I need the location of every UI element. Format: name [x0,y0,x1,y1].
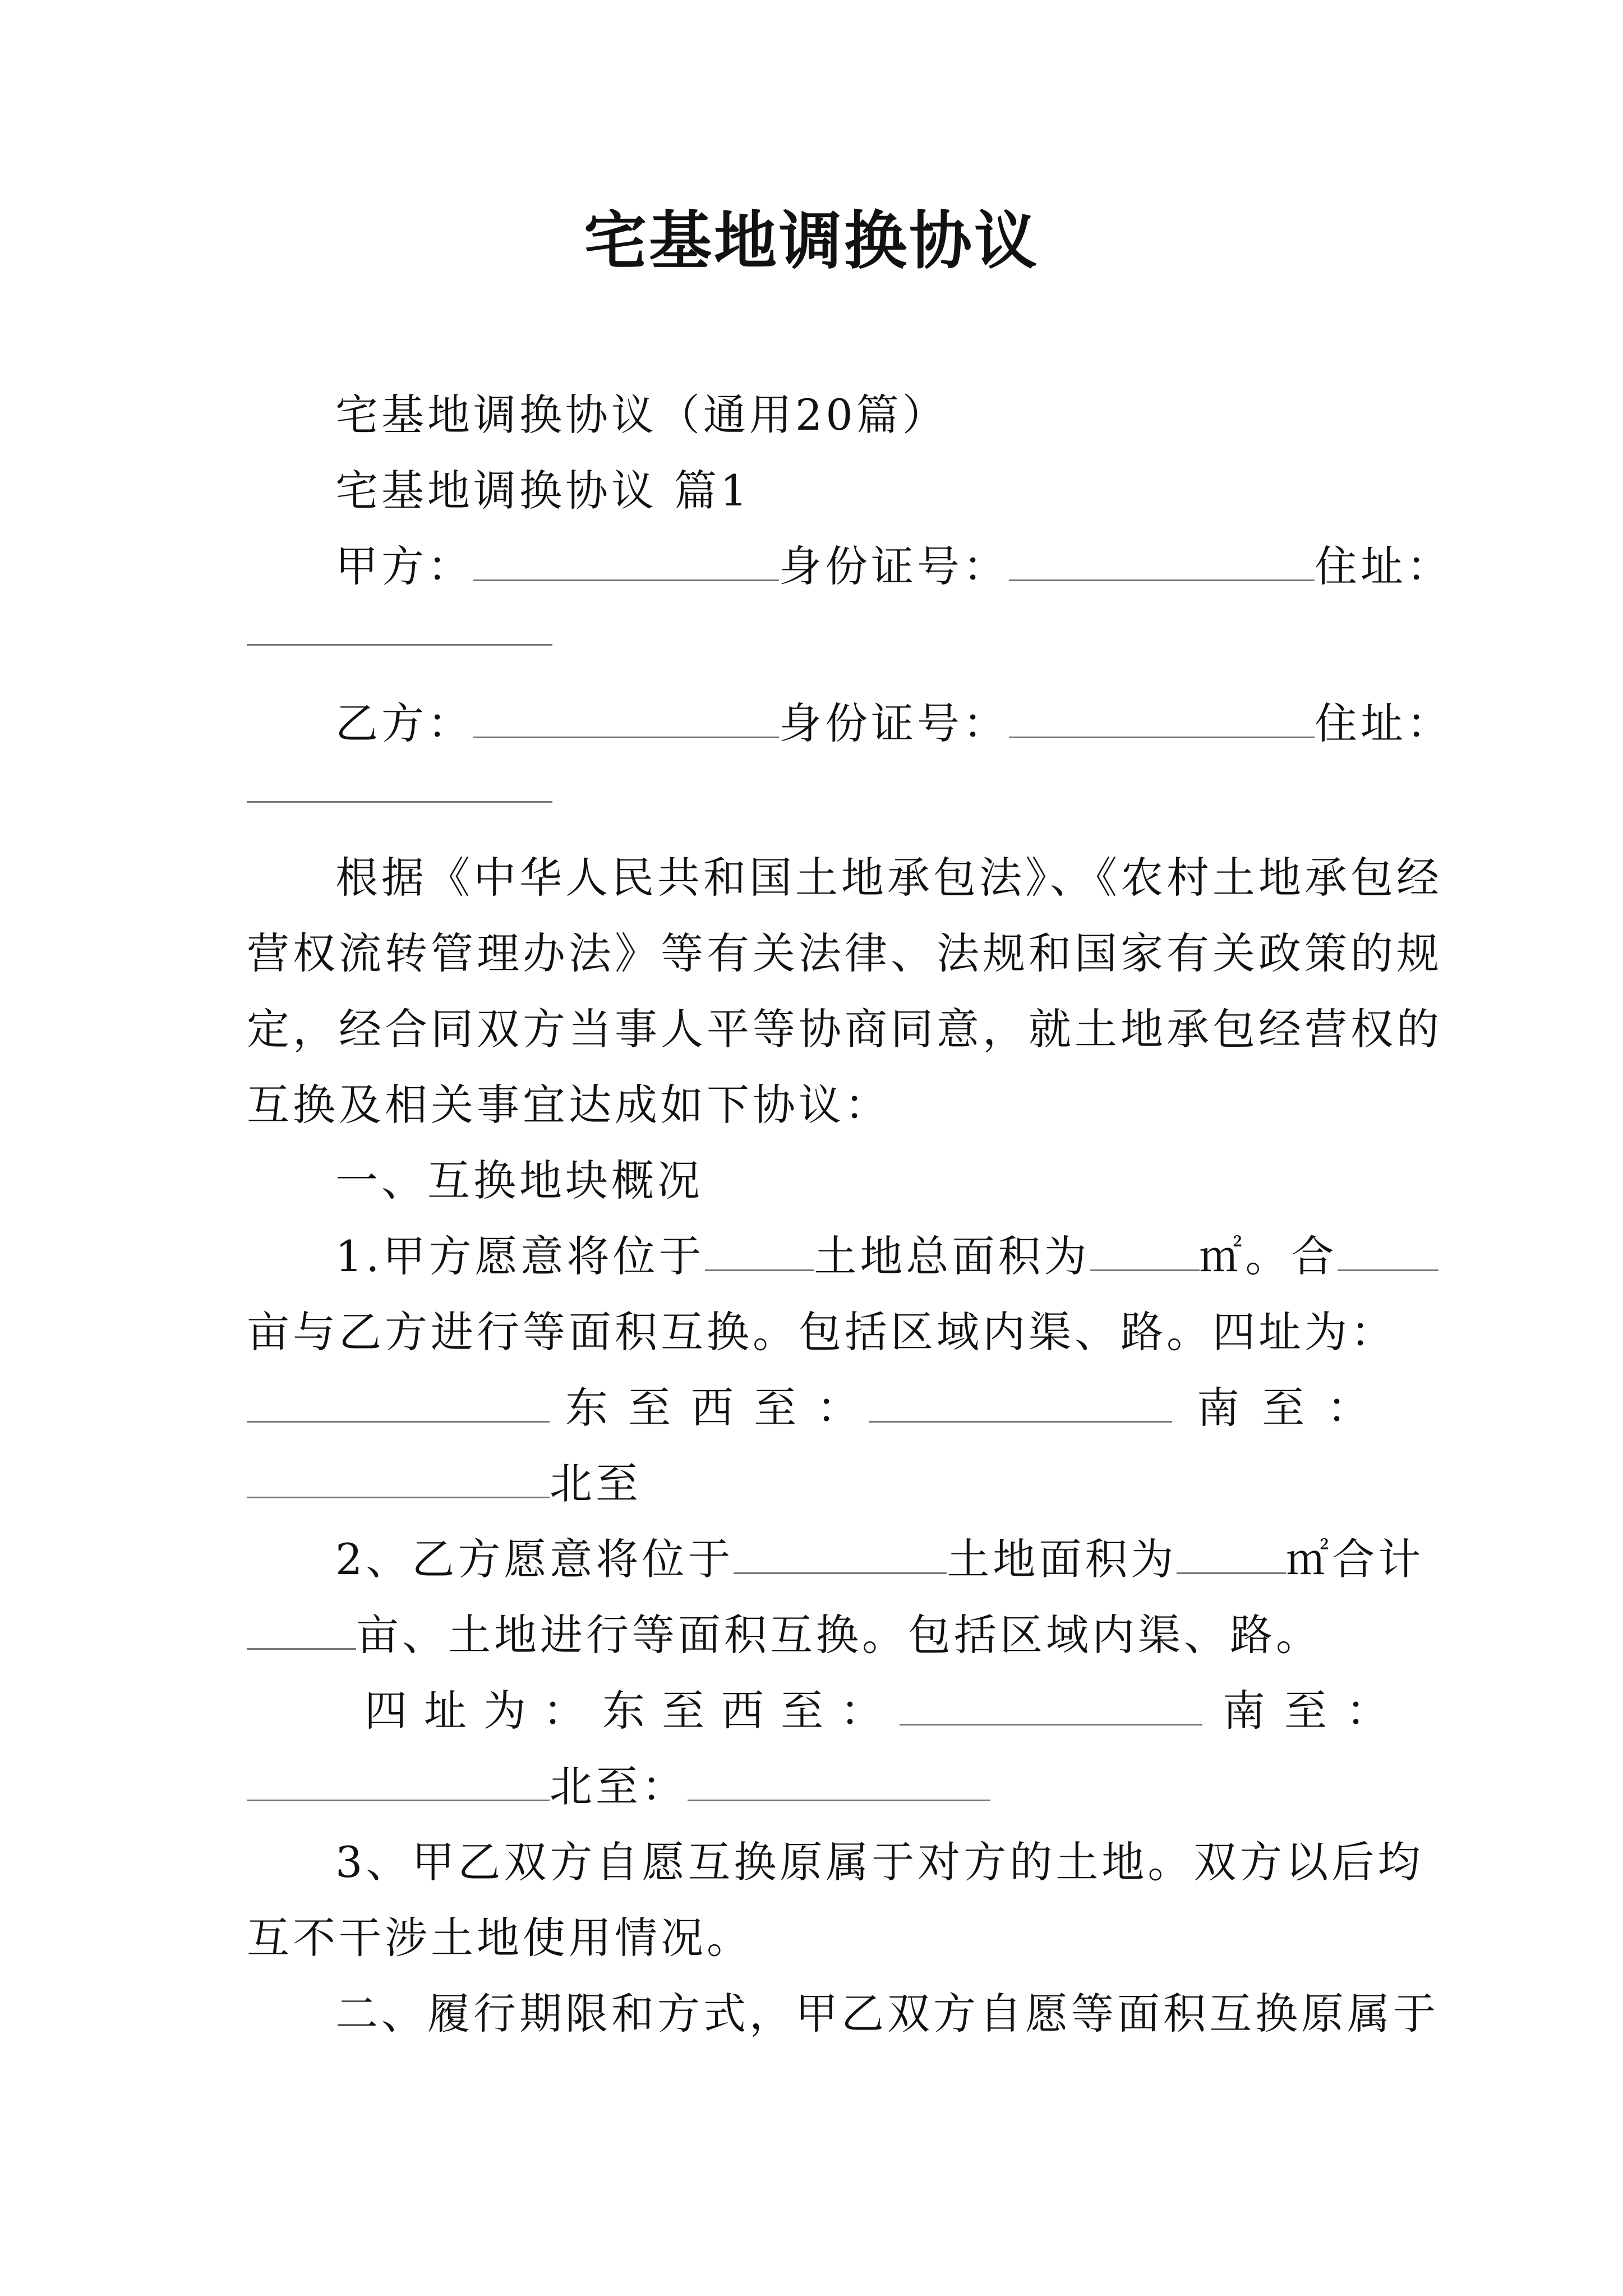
section2-line-1: 二、履行期限和方式，甲乙双方自愿等面积互换原属于 [335,1989,1439,2039]
item2-south-blank [247,1761,550,1801]
subtitle: 宅基地调换协议（通用20篇） [335,390,948,440]
section1-heading: 一、互换地块概况 [335,1156,703,1205]
party-a-address-line [247,600,552,662]
party-b-address-label: 住址： [1315,698,1453,748]
item1-east-west-label: 东至西至： [565,1383,879,1433]
item1-east-blank [247,1383,550,1423]
document-title: 宅基地调换协议 [584,204,1039,278]
party-b-line [335,693,1453,754]
item2-boundary-line [365,1680,1408,1742]
item1-south-blank [247,1458,550,1498]
item1-area-blank [1090,1231,1200,1271]
party-a-line [335,536,1453,597]
item2-area-label: 土地面积为 [947,1534,1177,1584]
intro-line-4: 互换及相关事宜达成如下协议： [247,1080,891,1130]
item1-location-label: 1.甲方愿意将位于 [335,1231,705,1281]
item1-area-label: 土地总面积为 [814,1231,1090,1281]
item2-north-line [247,1756,990,1818]
party-a-address-blank [247,606,552,646]
item1-south-label: 南至： [1197,1383,1392,1433]
intro-line-3: 定，经合同双方当事人平等协商同意，就土地承包经营权的 [247,1004,1442,1054]
item2-north-blank [688,1761,990,1801]
item1-north-line [247,1453,642,1515]
party-a-address-label: 住址： [1315,541,1453,591]
item2-unit-label: ㎡合计 [1286,1534,1424,1584]
item3-line-1: 3、甲乙双方自愿互换原属于对方的土地。双方以后均 [335,1837,1424,1887]
party-a-name-blank [473,541,779,581]
item3-line-2: 互不干涉土地使用情况。 [247,1913,753,1963]
item1-mu-blank [1338,1231,1438,1271]
intro-line-2: 营权流转管理办法》等有关法律、法规和国家有关政策的规 [247,928,1442,978]
party-b-id-blank [1009,698,1315,738]
item2-boundary-label: 四址为：东至西至： [365,1686,900,1736]
item2-mu-blank [247,1610,356,1650]
item2-east-blank [900,1686,1202,1726]
party-b-address-blank [247,763,552,803]
item1-unit-label: ㎡。合 [1199,1231,1338,1281]
item1-line-1 [335,1226,1438,1287]
party-b-address-line [247,757,552,819]
item1-boundary-line [247,1377,1392,1439]
party-b-name-blank [473,698,779,738]
item2-area-blank [1177,1534,1286,1574]
item2-line-2-text: 亩、土地进行等面积互换。包括区域内渠、路。 [356,1610,1322,1660]
party-b-label: 乙方： [335,698,473,748]
party-a-id-label: 身份证号： [779,541,1009,591]
intro-line-1: 根据《中华人民共和国土地承包法》、《农村土地承包经 [335,853,1442,903]
section-heading: 宅基地调换协议 篇1 [335,466,751,516]
item1-line-2: 亩与乙方进行等面积互换。包括区域内渠、路。四址为： [247,1307,1396,1357]
item1-west-blank [869,1383,1172,1423]
party-b-id-label: 身份证号： [779,698,1009,748]
item2-line-1 [335,1529,1424,1590]
item1-location-blank [705,1231,814,1271]
item1-north-label: 北至 [550,1458,642,1508]
party-a-id-blank [1009,541,1315,581]
item2-line-2 [247,1604,1322,1666]
item2-location-label: 2、乙方愿意将位于 [335,1534,734,1584]
item2-north-label: 北至： [550,1761,688,1811]
item2-south-label: 南至： [1223,1686,1408,1736]
item2-location-blank [734,1534,947,1574]
party-a-label: 甲方： [335,541,473,591]
